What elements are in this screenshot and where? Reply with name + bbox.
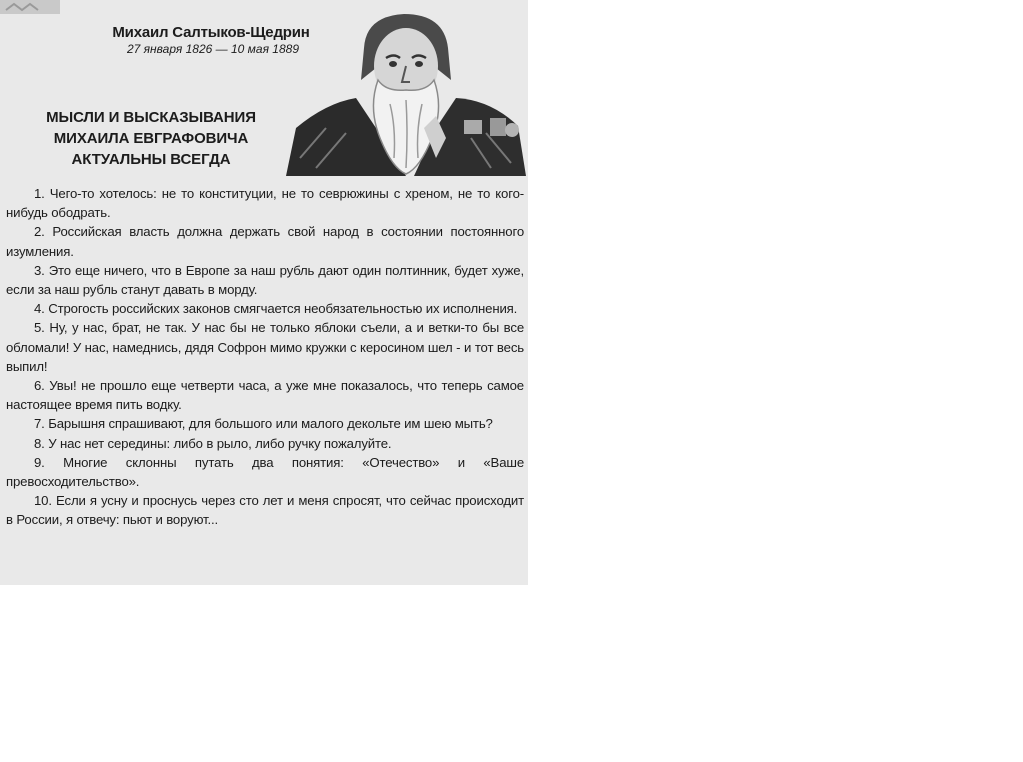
- quote-number: 9.: [34, 454, 45, 470]
- quote-item: [6, 299, 524, 318]
- quote-number: 10.: [34, 493, 52, 509]
- quote-item: [6, 434, 524, 453]
- quote-number: 4.: [34, 301, 45, 317]
- quote-text: Барышня спрашивают, для большого или малого декольте им шею мыть?: [48, 416, 493, 432]
- quote-item: [6, 222, 524, 260]
- quote-text: У нас нет середины: либо в рыло, либо ручку пожалуйте.: [48, 435, 392, 451]
- headline-line-1: МЫСЛИ И ВЫСКАЗЫВАНИЯ: [46, 109, 256, 126]
- headline-line-3: АКТУАЛЬНЫ ВСЕГДА: [71, 151, 231, 168]
- quote-text: Ну, у нас, брат, не так. У нас бы не только яблоки съели, а и ветки-то бы все обломали! У нас, намеднись, дядя Софрон мимо кружки с керосином шел - и тот весь выпил!: [6, 320, 525, 374]
- magazine-page: [0, 0, 528, 585]
- quote-text: Многие склонны путать два понятия: «Отечество» и «Ваше превосходительство».: [6, 454, 525, 490]
- quote-text: Если я усну и проснусь через сто лет и меня спросят, что сейчас происходит в России, я отвечу: пьют и воруют...: [6, 493, 524, 528]
- quote-text: Увы! не прошло еще четверти часа, а уже мне показалось, что теперь самое настоящее время пить водку.: [6, 378, 524, 413]
- quote-number: 8.: [34, 435, 45, 451]
- corner-stamp-fragment: [0, 0, 60, 18]
- quote-number: 3.: [34, 262, 45, 278]
- quote-item: [6, 491, 524, 529]
- author-name: Михаил Салтыков-Щедрин: [112, 24, 310, 41]
- quote-text: Чего-то хотелось: не то конституции, не то севрюжины с хреном, не то кого-нибудь ободрать.: [6, 186, 524, 221]
- quote-text: Российская власть должна держать свой народ в состоянии постоянного изумления.: [6, 224, 525, 259]
- quote-number: 6.: [34, 378, 45, 394]
- author-portrait-illustration: [286, 8, 526, 176]
- quote-text: Это еще ничего, что в Европе за наш рубль дают один полтинник, будет хуже, если за наш рубль станут давать в морду.: [6, 262, 524, 298]
- quote-item: [6, 261, 524, 299]
- quote-item: [6, 376, 524, 414]
- quote-item: [6, 453, 524, 491]
- headline-line-2: МИХАИЛА ЕВГРАФОВИЧА: [53, 130, 249, 147]
- quotes-list: [6, 184, 524, 530]
- quote-number: 7.: [34, 416, 45, 432]
- quote-item: [6, 318, 524, 376]
- quote-item: [6, 414, 524, 433]
- author-dates: 27 января 1826 — 10 мая 1889: [126, 42, 300, 56]
- quote-number: 2.: [34, 224, 45, 240]
- quote-number: 5.: [34, 320, 45, 336]
- article-headline: [28, 107, 274, 170]
- quote-number: 1.: [34, 186, 45, 201]
- quote-text: Строгость российских законов смягчается необязательностью их исполнения.: [48, 301, 518, 317]
- quote-item: [6, 184, 524, 222]
